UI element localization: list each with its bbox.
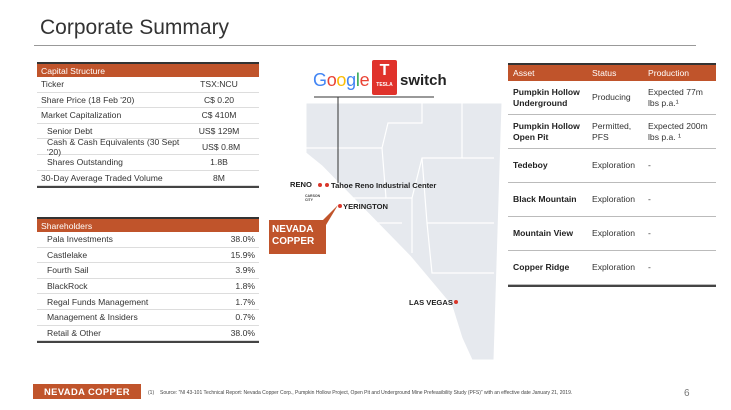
page-title: Corporate Summary [40,16,230,39]
nevada-copper-logo: NEVADA COPPER [33,384,141,399]
shareholders-header: Shareholders [37,217,259,232]
carson-city-label: CARSON CITY [305,194,321,202]
table-row: 30-Day Average Traded Volume 8M [37,171,259,187]
table-row: Share Price (18 Feb '20) C$ 0.20 [37,93,259,109]
table-row: Shares Outstanding 1.8B [37,155,259,171]
table-row: Pumpkin Hollow Open Pit Permitted, PFS Expected 200m lbs p.a. ¹ [508,115,716,149]
table-row: BlackRock 1.8% [37,279,259,295]
google-logo: Google [313,70,370,90]
title-divider [34,45,696,46]
table-bottom-rule [37,341,259,343]
table-row: Tedeboy Exploration - [508,149,716,183]
capital-structure-table [37,62,259,188]
table-row: Senior Debt US$ 129M [37,124,259,140]
table-row: Market Capitalization C$ 410M [37,108,259,124]
tahoe-label: Tahoe Reno Industrial Center [331,181,437,190]
las-vegas-label: LAS VEGAS [409,298,453,307]
footnote-marker: (1) [148,390,155,396]
switch-logo: switch [400,72,447,89]
nevada-copper-map-badge: NEVADA COPPER [269,220,326,254]
footnote-source: Source: “NI 43-101 Technical Report: Nevada Copper Corp., Pumpkin Hollow Project, Open Pit and Underground Mine Prefeasibility Study (PFS)” with an effective date January 21, 2019. [160,390,573,396]
table-row: Retail & Other 38.0% [37,326,259,342]
table-row: Pala Investments 38.0% [37,232,259,248]
reno-marker [318,183,322,187]
table-row: Mountain View Exploration - [508,217,716,251]
table-bottom-rule [37,186,259,188]
tesla-logo: T TESLA [372,60,397,95]
table-row: Pumpkin Hollow Underground Producing Expected 77m lbs p.a.¹ [508,81,716,115]
assets-header-row: Asset Status Production [508,63,716,81]
shareholders-table [37,217,259,343]
las-vegas-marker [454,300,458,304]
tahoe-marker [325,183,329,187]
badge-pointer [318,205,342,225]
table-row: Ticker TSX:NCU [37,77,259,93]
table-bottom-rule [508,285,716,287]
assets-table [508,63,716,287]
capital-structure-header: Capital Structure [37,62,259,77]
table-row: Cash & Cash Equivalents (30 Sept '20) US$ 0.8M [37,139,259,155]
yerington-label: YERINGTON [343,202,389,211]
table-row: Fourth Sail 3.9% [37,263,259,279]
table-row: Black Mountain Exploration - [508,183,716,217]
table-row: Management & Insiders 0.7% [37,310,259,326]
page-number: 6 [684,388,690,399]
reno-label: RENO [290,180,312,189]
table-row: Regal Funds Management 1.7% [37,294,259,310]
table-row: Castlelake 15.9% [37,248,259,264]
table-row: Copper Ridge Exploration - [508,251,716,285]
nevada-state-shape [306,103,502,360]
